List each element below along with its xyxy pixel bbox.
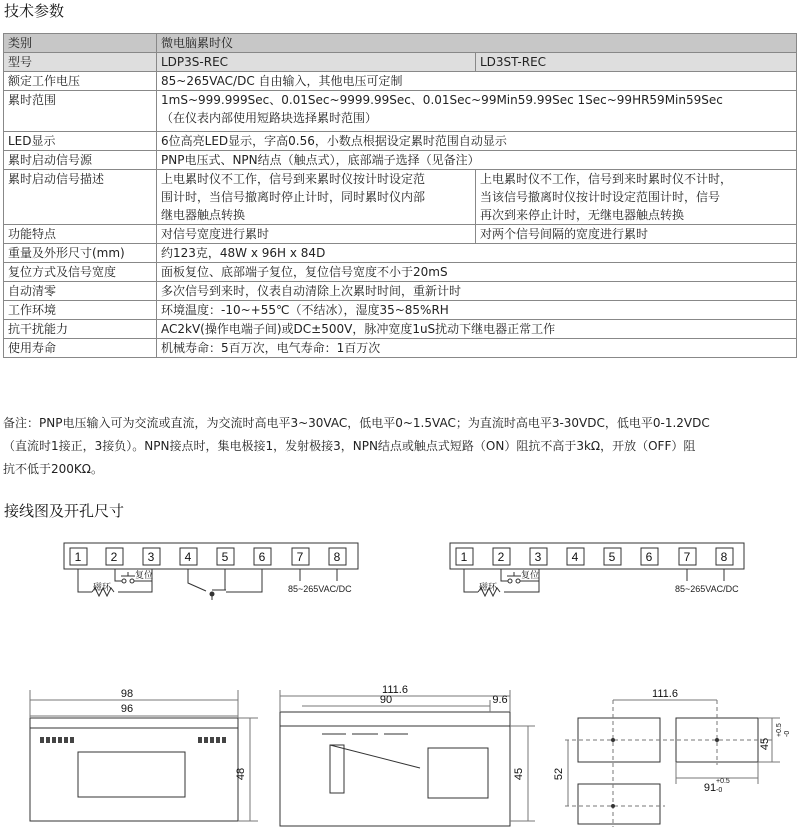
tol-label: -0 bbox=[784, 730, 791, 737]
side-view-body-dim bbox=[302, 700, 490, 712]
reset-label: 复位 bbox=[521, 570, 540, 580]
reset-label: 复位 bbox=[135, 570, 154, 580]
dim-label: 91 bbox=[703, 782, 717, 794]
row-key: 抗干扰能力 bbox=[4, 320, 157, 339]
row-key: 重量及外形尺寸(mm) bbox=[4, 244, 157, 263]
terminal-number: 2 bbox=[497, 550, 505, 564]
row-key: 功能特点 bbox=[4, 225, 157, 244]
reset-contact bbox=[508, 579, 512, 583]
front-view-width-dim bbox=[30, 690, 238, 718]
row-key: 累时范围 bbox=[4, 91, 157, 132]
power-label: 85~265VAC/DC bbox=[675, 584, 739, 594]
cutout-rect bbox=[578, 718, 660, 762]
row-key: 累时启动信号描述 bbox=[4, 170, 157, 225]
reset-contact bbox=[130, 579, 134, 583]
magnet-label: 磁环 bbox=[479, 582, 498, 592]
tol-label: +0.5 bbox=[716, 778, 730, 785]
terminal-number: 3 bbox=[534, 550, 542, 564]
front-view-led-blocks bbox=[40, 737, 226, 743]
side-view-component bbox=[330, 745, 344, 793]
cutout-center-dots bbox=[611, 738, 719, 808]
row-key: 型号 bbox=[4, 53, 157, 72]
terminal-number: 5 bbox=[608, 550, 616, 564]
desc-a-line: 上电累时仪不工作，信号到来累时仪按计时设定范 bbox=[161, 172, 426, 186]
cutout-centerline bbox=[565, 700, 775, 827]
terminal-number: 6 bbox=[258, 550, 266, 564]
section-title-specs: 技术参数 bbox=[4, 2, 65, 20]
reset-contact bbox=[516, 579, 520, 583]
row-value: 面板复位、底部端子复位，复位信号宽度不小于20mS bbox=[157, 263, 797, 282]
note-line: 备注：PNP电压输入可为交流或直流，为交流时高电平3~30VAC，低电平0~1.5VAC；为直流时高电平3-30VDC，低电平0-1.2VDC bbox=[3, 416, 710, 430]
power-wire bbox=[300, 569, 337, 581]
terminal-number: 7 bbox=[683, 550, 691, 564]
desc-b-line: 上电累时仪不工作，信号到来时累时仪不计时， bbox=[480, 172, 733, 186]
dim-label: 111.6 bbox=[652, 688, 678, 700]
front-view-display bbox=[78, 752, 185, 797]
tol-label: -0 bbox=[716, 787, 723, 794]
terminal-number: 5 bbox=[221, 550, 229, 564]
row-key: 自动清零 bbox=[4, 282, 157, 301]
note-line: 抗不低于200KΩ。 bbox=[3, 462, 103, 476]
desc-b-line: 当该信号撤离时仪按计时设定范围计时，信号 bbox=[480, 190, 721, 204]
dim-label: 96 bbox=[120, 703, 134, 715]
power-label: 85~265VAC/DC bbox=[288, 584, 352, 594]
row-value: 环境温度：-10~+55℃（不结冰），湿度35~85%RH bbox=[157, 301, 797, 320]
section-title-wiring: 接线图及开孔尺寸 bbox=[4, 502, 125, 520]
tol-label: +0.5 bbox=[776, 723, 783, 737]
terminal-number: 1 bbox=[460, 550, 468, 564]
desc-b-line: 再次到来停止计时，无继电器触点转换 bbox=[480, 208, 685, 222]
dim-label: 45 bbox=[759, 737, 771, 751]
front-view-body bbox=[30, 718, 238, 821]
row-value: 多次信号到来时，仪表自动清除上次累时时间，重新计时 bbox=[157, 282, 797, 301]
range-line-1: 1mS~999.999Sec、0.01Sec~9999.99Sec、0.01Sec~99Min59.99Sec 1Sec~99HR59Min59Sec bbox=[161, 93, 723, 107]
row-value: 6位高亮LED显示，字高0.56，小数点根据设定累时范围自动显示 bbox=[157, 132, 797, 151]
terminal-number: 6 bbox=[645, 550, 653, 564]
terminal-number: 1 bbox=[74, 550, 82, 564]
row-key: 复位方式及信号宽度 bbox=[4, 263, 157, 282]
note-line: （直流时1接正，3接负）。NPN接点时，集电极接1，发射极接3，NPN结点或触点式短路（ON）阻抗不高于3kΩ，开放（OFF）阻 bbox=[3, 439, 696, 453]
dim-label: 9.6 bbox=[492, 694, 508, 706]
terminal-number: 7 bbox=[296, 550, 304, 564]
row-key: 工作环境 bbox=[4, 301, 157, 320]
power-wire bbox=[687, 569, 724, 581]
row-key: 累时启动信号源 bbox=[4, 151, 157, 170]
dim-label: 90 bbox=[379, 694, 393, 706]
row-value: PNP电压式、NPN结点（触点式），底部端子选择（见备注） bbox=[157, 151, 797, 170]
terminal-number: 4 bbox=[571, 550, 579, 564]
desc-a-line: 围计时，当信号撤离时停止计时，同时累时仪内部 bbox=[161, 190, 426, 204]
terminal-number: 8 bbox=[720, 550, 728, 564]
dim-label: 45 bbox=[513, 767, 525, 781]
model-b: LD3ST-REC bbox=[476, 53, 797, 72]
feature-b: 对两个信号间隔的宽度进行累时 bbox=[476, 225, 797, 244]
reset-contact bbox=[122, 579, 126, 583]
row-value: 机械寿命：5百万次，电气寿命：1百万次 bbox=[157, 339, 797, 358]
row-key: 类别 bbox=[4, 34, 157, 53]
dim-label: 48 bbox=[235, 767, 247, 781]
cutout-rect bbox=[578, 784, 660, 824]
side-view-body bbox=[280, 712, 510, 826]
dim-label: 98 bbox=[120, 688, 134, 700]
dim-label: 52 bbox=[553, 767, 565, 781]
magnet-label: 磁环 bbox=[93, 582, 112, 592]
dim-label: 111.6 bbox=[382, 684, 408, 696]
terminal-number: 8 bbox=[333, 550, 341, 564]
row-key: 额定工作电压 bbox=[4, 72, 157, 91]
row-key: 使用寿命 bbox=[4, 339, 157, 358]
row-value: 微电脑累时仪 bbox=[157, 34, 797, 53]
row-value: 85~265VAC/DC 自由输入，其他电压可定制 bbox=[157, 72, 797, 91]
row-value: AC2kV(操作电端子间)或DC±500V，脉冲宽度1uS扰动下继电器正常工作 bbox=[157, 320, 797, 339]
model-a: LDP3S-REC bbox=[157, 53, 476, 72]
reset-button-symbol bbox=[121, 572, 135, 576]
row-value: 约123克，48W x 96H x 84D bbox=[157, 244, 797, 263]
feature-a: 对信号宽度进行累时 bbox=[157, 225, 476, 244]
desc-a-line: 继电器触点转换 bbox=[161, 208, 246, 222]
terminal-number: 3 bbox=[147, 550, 155, 564]
relay-contact-wire bbox=[188, 569, 262, 600]
range-line-2: （在仪表内部使用短路块选择累时范围） bbox=[161, 111, 378, 125]
relay-pivot bbox=[210, 592, 215, 597]
row-key: LED显示 bbox=[4, 132, 157, 151]
reset-button-symbol bbox=[507, 572, 521, 576]
terminal-number: 2 bbox=[110, 550, 118, 564]
terminal-number: 4 bbox=[184, 550, 192, 564]
side-view-clip bbox=[428, 748, 488, 798]
